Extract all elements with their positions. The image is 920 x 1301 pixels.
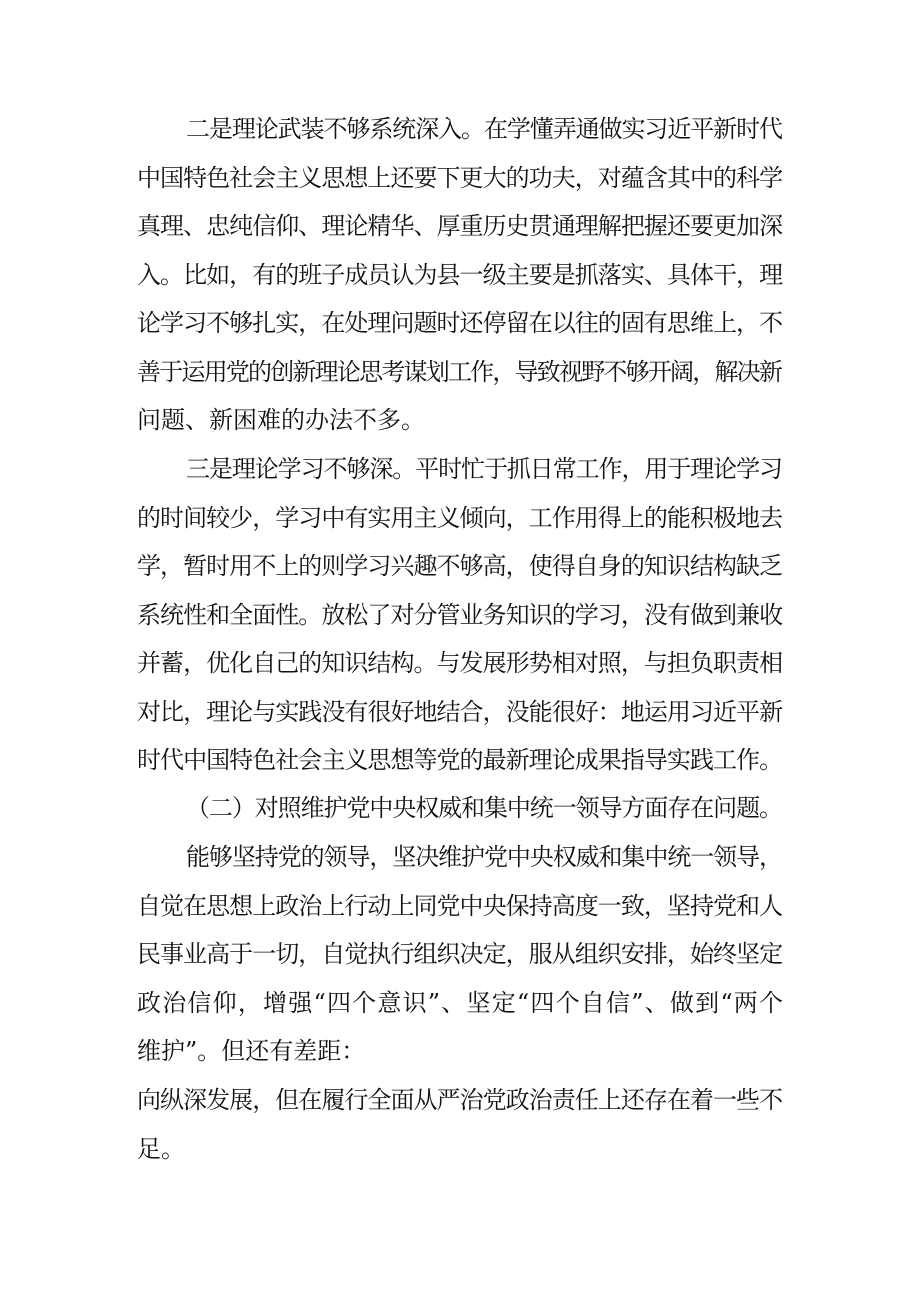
text-line: 能够坚持党的领导，坚决维护党中央权威和集中统一领导， xyxy=(186,843,782,871)
text-line: 三是理论学习不够深。平时忙于抓日常工作，用于理论学习 xyxy=(186,455,782,483)
text-line: 善于运用党的创新理论思考谋划工作，导致视野不够开阔，解决新 xyxy=(137,357,782,386)
text-line: 问题、新困难的办法不多。 xyxy=(137,406,425,434)
text-line: 真理、忠纯信仰、理论精华、厚重历史贯通理解把握还要更加深 xyxy=(137,212,783,240)
section-heading xyxy=(0,784,920,833)
text-line: 时代中国特色社会主义思想等党的最新理论成果指导实践工作。 xyxy=(137,746,783,774)
text-line: 并蓄，优化自己的知识结构。与发展形势相对照，与担负职责相 xyxy=(137,649,783,677)
text-line: 足。 xyxy=(137,1134,185,1163)
text-line: 学，暂时用不上的则学习兴趣不够高，使得自身的知识结构缺乏 xyxy=(137,552,783,580)
text-line: 自觉在思想上政治上行动上同党中央保持高度一致，坚持党和人 xyxy=(137,891,783,920)
text-line: 向纵深发展，但在履行全面从严治党政治责任上还存在着一些不 xyxy=(137,1086,783,1114)
paragraph-party-leadership xyxy=(0,833,920,1076)
text-line: 入。比如，有的班子成员认为县一级主要是抓落实、具体干，理 xyxy=(137,260,783,289)
paragraph-theory-study xyxy=(0,445,920,785)
text-line: 论学习不够扎实，在处理问题时还停留在以往的固有思维上，不 xyxy=(137,309,783,337)
text-line: 中国特色社会主义思想上还要下更大的功夫，对蕴含其中的科学 xyxy=(137,163,783,192)
text-line: 系统性和全面性。放松了对分管业务知识的学习，没有做到兼收 xyxy=(137,600,783,629)
text-line: 民事业高于一切，自觉执行组织决定，服从组织安排，始终坚定 xyxy=(137,940,783,968)
paragraph-fragment xyxy=(0,1076,920,1173)
text-line: 二是理论武装不够系统深入。在学懂弄通做实习近平新时代 xyxy=(186,115,782,143)
paragraph-theory-arming xyxy=(0,105,920,445)
text-line: 维护”。但还有差距： xyxy=(137,1037,366,1065)
text-line: （二）对照维护党中央权威和集中统一领导方面存在问题。 xyxy=(186,794,782,822)
text-line: 的时间较少，学习中有实用主义倾向，工作用得上的能积极地去 xyxy=(137,503,783,532)
text-line: 政治信仰，增强“四个意识”、坚定“四个自信”、做到“两个 xyxy=(137,988,785,1017)
text-line: 对比，理论与实践没有很好地结合，没能很好：地运用习近平新 xyxy=(137,697,783,726)
